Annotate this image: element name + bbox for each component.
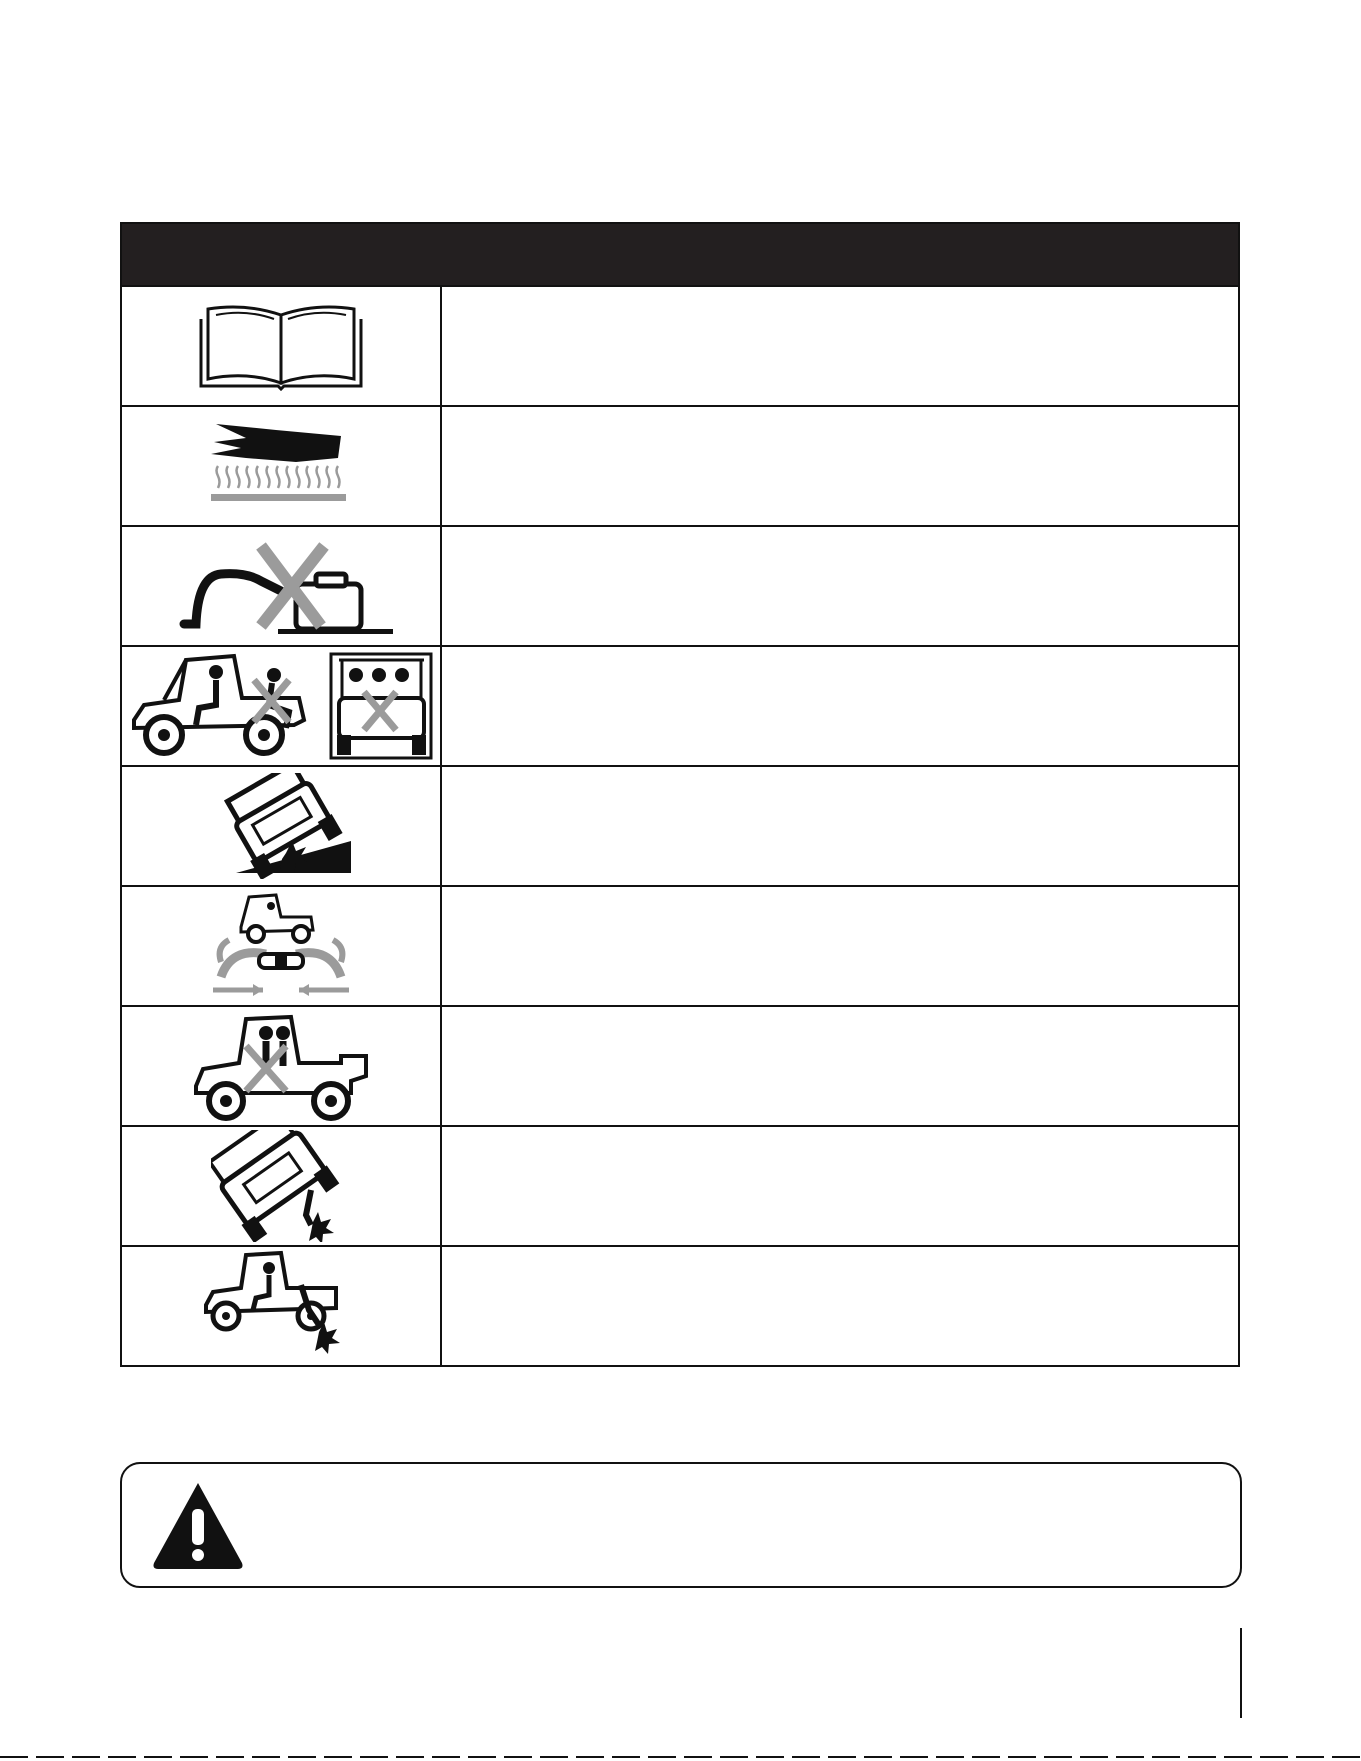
page-divider (1240, 1628, 1242, 1718)
table-row (122, 645, 1238, 765)
table-row (122, 1125, 1238, 1245)
hot-surface-hand-icon (206, 416, 356, 516)
table-row (122, 1005, 1238, 1125)
warning-triangle-icon (148, 1475, 248, 1575)
warning-box (120, 1462, 1242, 1588)
read-manual-icon (196, 301, 366, 391)
rollover-slope-icon (206, 773, 356, 879)
row-text (442, 887, 1238, 1005)
row-text (442, 287, 1238, 405)
table-row (122, 885, 1238, 1005)
table-row (122, 525, 1238, 645)
no-siphon-fuel-icon (166, 536, 396, 636)
table-row (122, 765, 1238, 885)
table-header (122, 224, 1238, 285)
row-text (442, 1007, 1238, 1125)
rollover-limb-crush-icon (211, 1130, 351, 1242)
seat-belt-fasten-icon (211, 892, 351, 1000)
table-row (122, 1245, 1238, 1365)
no-extra-riders-icon (191, 1011, 371, 1121)
table-row (122, 285, 1238, 405)
header-icon-col (122, 224, 440, 285)
footer-line (0, 1756, 1361, 1758)
row-text (442, 647, 1238, 765)
safety-symbols-table (120, 222, 1240, 1367)
row-text (442, 1247, 1238, 1365)
header-text-col (440, 224, 1238, 285)
no-passengers-in-cargo-icon (124, 650, 438, 762)
row-text (442, 527, 1238, 645)
row-text (442, 407, 1238, 525)
table-row (122, 405, 1238, 525)
row-text (442, 767, 1238, 885)
keep-limbs-inside-icon (201, 1250, 361, 1362)
row-text (442, 1127, 1238, 1245)
